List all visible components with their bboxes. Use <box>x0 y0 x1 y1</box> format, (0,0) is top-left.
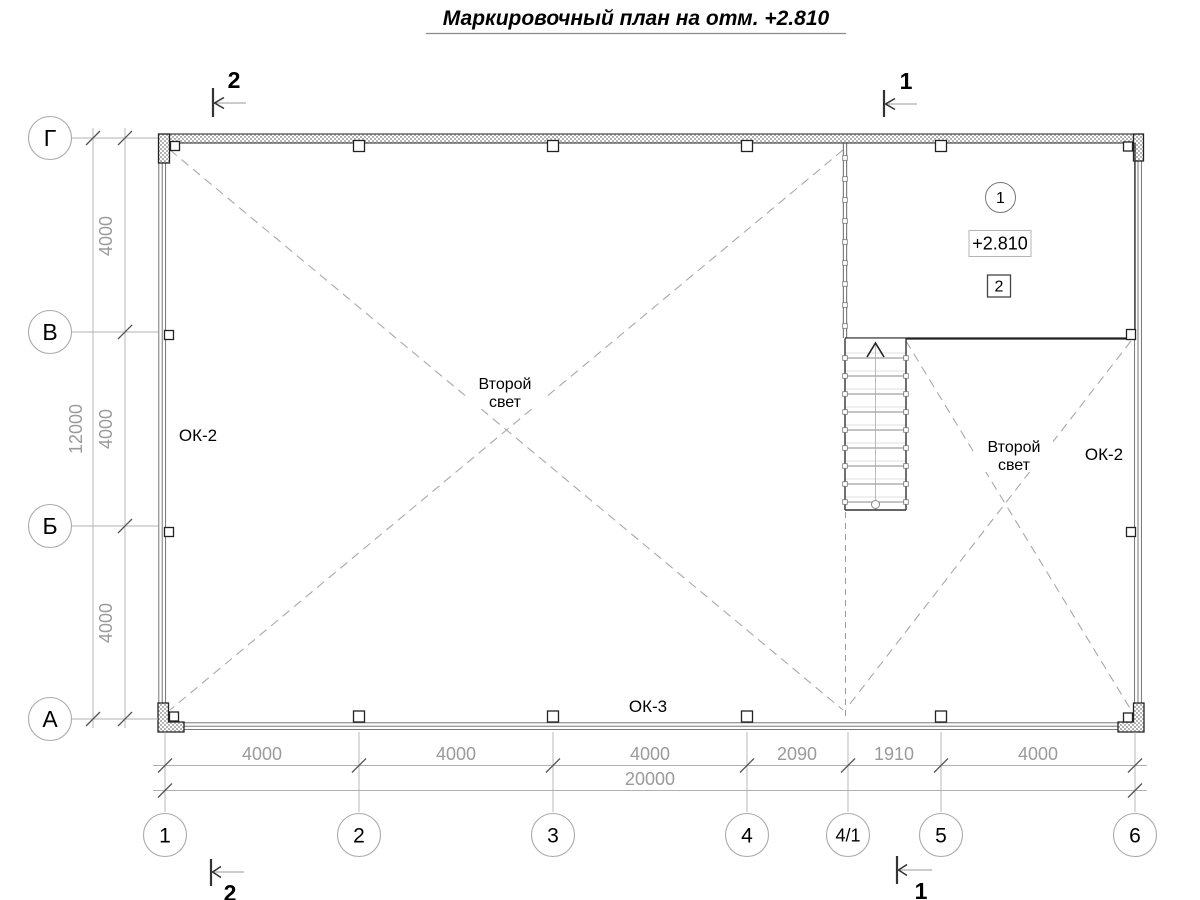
top-wall <box>159 134 1144 143</box>
second-light-label-left <box>466 371 544 411</box>
window-mark-bottom: ОК-3 <box>628 697 668 716</box>
dim-bottom-0: 4000 <box>241 744 283 764</box>
drawing-title <box>426 7 846 34</box>
corner-column-bottom-right <box>1118 703 1144 732</box>
axis-bubble-row-2: Б <box>42 513 58 539</box>
left-wall-window <box>159 143 166 722</box>
dimension-lines-left <box>66 128 158 728</box>
dimension-lines-bottom <box>153 732 1147 812</box>
second-light-right-line1: Второй <box>987 439 1041 456</box>
section-marker-bottom-right <box>897 856 932 900</box>
axis-bubble-col-2: 3 <box>547 824 559 848</box>
stair-start-marker <box>872 501 880 509</box>
section-label-bottom-right: 1 <box>914 878 928 900</box>
section-label-top-left: 2 <box>227 67 241 93</box>
section-marker-bottom-left <box>211 859 244 900</box>
section-marker-top-left <box>213 67 246 117</box>
corner-column-bottom-left <box>158 703 184 732</box>
section-label-top-right: 1 <box>899 68 913 94</box>
dim-left-2: 4000 <box>96 602 116 644</box>
section-marker-top-right <box>884 68 917 117</box>
dim-bottom-1: 4000 <box>435 744 477 764</box>
dim-bottom-3: 2090 <box>776 744 818 764</box>
dim-left-total: 12000 <box>66 403 86 455</box>
second-light-left-line2: свет <box>488 394 522 411</box>
axis-bubble-row-3: А <box>42 706 58 732</box>
dim-bottom-total: 20000 <box>624 769 676 789</box>
axis-bubble-row-1: В <box>42 319 58 345</box>
window-mark-left: ОК-2 <box>178 426 218 445</box>
second-light-left-line1: Второй <box>478 376 532 393</box>
axis-bubble-col-3: 4 <box>741 824 753 848</box>
dim-bottom-2: 4000 <box>629 744 671 764</box>
void-cross-left <box>170 150 843 710</box>
second-light-right-line2: свет <box>997 457 1031 474</box>
room-number: 1 <box>996 190 1005 207</box>
axis-bubble-col-6: 6 <box>1129 824 1141 848</box>
dim-left-1: 4000 <box>96 408 116 450</box>
elevation-mark: +2.810 <box>972 233 1028 254</box>
section-label-bottom-left: 2 <box>223 880 237 900</box>
axis-bubble-col-0: 1 <box>159 824 171 848</box>
window-mark-right: ОК-2 <box>1084 445 1124 464</box>
column-markers-side-walls <box>165 331 1136 537</box>
column-marker-room-corner <box>1127 330 1136 340</box>
dim-bottom-5: 4000 <box>1017 744 1059 764</box>
second-light-label-right <box>975 434 1053 474</box>
page-title: Маркировочный план на отм. +2.810 <box>442 7 830 30</box>
room-1 <box>843 143 1136 340</box>
dim-left-0: 4000 <box>96 215 116 257</box>
zone-number: 2 <box>994 278 1004 296</box>
axis-bubble-col-1: 2 <box>353 824 365 848</box>
bottom-wall-window <box>168 723 1134 730</box>
dim-bottom-4: 1910 <box>873 744 915 764</box>
staircase <box>843 339 909 511</box>
partition-post-markers <box>843 156 848 329</box>
axis-bubble-col-4: 4/1 <box>835 825 861 846</box>
axis-bubble-col-5: 5 <box>935 824 947 848</box>
axis-bubbles-bottom <box>144 814 1157 857</box>
axis-bubble-row-0: Г <box>43 125 57 151</box>
